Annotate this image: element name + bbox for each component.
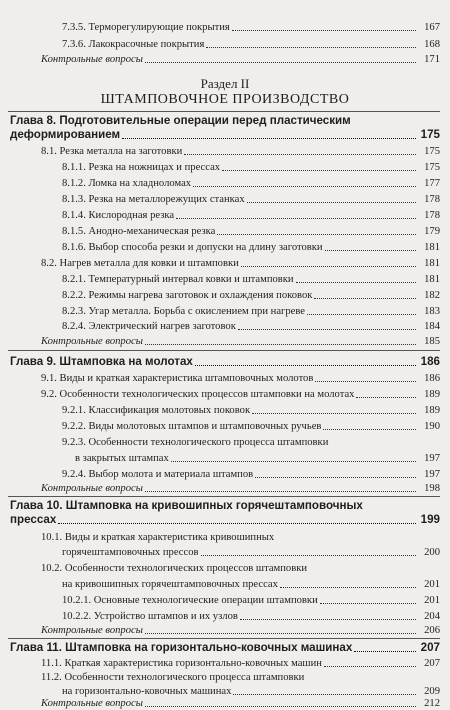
toc-entry-label: на кривошипных горячештамповочных прессах — [62, 579, 278, 590]
toc-entry-label: 11.1. Краткая характеристика горизонтально-ковочных машин — [41, 658, 322, 669]
chapter-10-page: 199 — [420, 513, 440, 526]
toc-entry-page: 204 — [424, 611, 440, 622]
toc-entry-page: 197 — [424, 453, 440, 464]
toc-entry-label: 8.2.2. Режимы нагрева заготовок и охлаждения поковок — [62, 290, 313, 301]
toc-entry-questions[interactable] — [41, 697, 440, 710]
toc-entry[interactable] — [75, 452, 440, 465]
toc-entry-page: 181 — [424, 274, 440, 285]
toc-entry-label: 9.2.2. Виды молотовых штампов и штамповочных ручьев — [62, 421, 322, 432]
toc-entry-label: Контрольные вопросы — [41, 336, 143, 347]
toc-entry[interactable] — [62, 289, 440, 302]
toc-entry-page: 198 — [424, 483, 440, 494]
toc-entry-label: 8.2.4. Электрический нагрев заготовок — [62, 321, 236, 332]
toc-entry[interactable] — [62, 305, 440, 318]
toc-entry[interactable] — [62, 21, 440, 34]
toc-entry-label-line1[interactable]: 10.1. Виды и краткая характеристика кривошипных — [41, 532, 275, 543]
toc-entry[interactable] — [62, 209, 440, 222]
toc-entry-label: 8.1.5. Анодно-механическая резка — [62, 226, 216, 237]
chapter-8-title[interactable] — [10, 128, 440, 142]
toc-entry-page: 186 — [424, 373, 440, 384]
divider — [8, 111, 440, 112]
toc-entry-label: 8.1.6. Выбор способа резки и допуски на длину заготовки — [62, 242, 323, 253]
toc-entry[interactable] — [62, 161, 440, 174]
toc-entry-questions[interactable] — [41, 482, 440, 495]
toc-entry-page: 182 — [424, 290, 440, 301]
toc-entry[interactable] — [41, 372, 440, 385]
toc-entry-label: 10.2.2. Устройство штампов и их узлов — [62, 611, 238, 622]
toc-entry[interactable] — [62, 594, 440, 607]
chapter-11-page: 207 — [420, 641, 440, 654]
chapter-9-title-label: Глава 9. Штамповка на молотах — [10, 355, 193, 368]
toc-entry-label: 8.2.3. Угар металла. Борьба с окислением при нагреве — [62, 306, 306, 317]
toc-entry-page: 168 — [424, 39, 440, 50]
toc-entry-page: 175 — [424, 162, 440, 173]
toc-entry[interactable] — [62, 273, 440, 286]
toc-entry-label: 8.2. Нагрев металла для ковки и штамповки — [41, 258, 239, 269]
toc-entry-page: 181 — [424, 242, 440, 253]
toc-entry[interactable] — [62, 420, 440, 433]
toc-entry-label: на горизонтально-ковочных машинах — [62, 686, 232, 697]
chapter-8-title-line2: деформированием — [10, 128, 121, 141]
toc-entry-page: 207 — [424, 658, 440, 669]
toc-entry-label: 9.2. Особенности технологических процессов штамповки на молотах — [41, 389, 355, 400]
toc-entry[interactable] — [62, 610, 440, 623]
toc-entry-page: 185 — [424, 336, 440, 347]
toc-entry-page: 190 — [424, 421, 440, 432]
toc-entry-label: 9.2.4. Выбор молота и материала штампов — [62, 469, 254, 480]
toc-entry[interactable] — [62, 241, 440, 254]
toc-entry-label: 7.3.5. Терморегулирующие покрытия — [62, 22, 230, 33]
toc-entry[interactable] — [62, 38, 440, 51]
toc-entry-page: 181 — [424, 258, 440, 269]
toc-entry[interactable] — [41, 257, 440, 270]
toc-entry-page: 212 — [424, 698, 440, 709]
toc-entry-page: 189 — [424, 405, 440, 416]
toc-entry-page: 200 — [424, 547, 440, 558]
toc-entry[interactable] — [62, 468, 440, 481]
toc-entry-page: 178 — [424, 210, 440, 221]
toc-entry-page: 206 — [424, 625, 440, 636]
chapter-8-title-line1[interactable]: Глава 8. Подготовительные операции перед пластическим — [10, 114, 351, 127]
section-label: Раздел II — [200, 76, 250, 91]
toc-entry-questions[interactable] — [41, 53, 440, 66]
toc-entry-label: 8.1.1. Резка на ножницах и прессах — [62, 162, 221, 173]
toc-entry-page: 201 — [424, 595, 440, 606]
toc-entry-questions[interactable] — [41, 624, 440, 637]
chapter-10-title[interactable] — [10, 513, 440, 527]
toc-entry[interactable] — [62, 404, 440, 417]
chapter-9-page: 186 — [420, 355, 440, 368]
toc-entry[interactable] — [62, 320, 440, 333]
toc-entry-label: 8.2.1. Температурный интервал ковки и штамповки — [62, 274, 294, 285]
chapter-11-title[interactable] — [10, 641, 440, 655]
toc-entry[interactable] — [41, 145, 440, 158]
toc-entry-label: Контрольные вопросы — [41, 625, 143, 636]
toc-entry-label: 10.2.1. Основные технологические операции штамповки — [62, 595, 318, 606]
toc-entry-label: 8.1. Резка металла на заготовки — [41, 146, 183, 157]
toc-entry-label: Контрольные вопросы — [41, 698, 143, 709]
toc-entry-page: 201 — [424, 579, 440, 590]
toc-entry-page: 183 — [424, 306, 440, 317]
toc-entry[interactable] — [62, 546, 440, 559]
section-title: ШТАМПОВОЧНОЕ ПРОИЗВОДСТВО — [100, 92, 350, 107]
toc-entry-label: 8.1.3. Резка на металлорежущих станках — [62, 194, 245, 205]
toc-entry[interactable] — [41, 388, 440, 401]
toc-entry[interactable] — [62, 193, 440, 206]
toc-entry-label: Контрольные вопросы — [41, 54, 143, 65]
toc-entry-questions[interactable] — [41, 335, 440, 348]
toc-entry-page: 197 — [424, 469, 440, 480]
toc-entry-page: 167 — [424, 22, 440, 33]
toc-entry-page: 178 — [424, 194, 440, 205]
toc-entry-page: 177 — [424, 178, 440, 189]
toc-entry[interactable] — [62, 578, 440, 591]
toc-entry-label: Контрольные вопросы — [41, 483, 143, 494]
chapter-10-title-line2: прессах — [10, 513, 57, 526]
toc-entry[interactable] — [62, 225, 440, 238]
chapter-9-title[interactable] — [10, 355, 440, 369]
toc-entry-page: 175 — [424, 146, 440, 157]
chapter-10-title-line1[interactable]: Глава 10. Штамповка на кривошипных горячештамповочных — [10, 499, 363, 512]
toc-entry-label-line1[interactable]: 11.2. Особенности технологического процесса штамповки — [41, 672, 305, 683]
divider — [8, 638, 440, 639]
toc-entry[interactable] — [41, 657, 440, 670]
toc-entry-page: 171 — [424, 54, 440, 65]
toc-entry-page: 189 — [424, 389, 440, 400]
chapter-11-title-label: Глава 11. Штамповка на горизонтально-ковочных машинах — [10, 641, 353, 654]
toc-entry-label: 9.2.1. Классификация молотовых поковок — [62, 405, 251, 416]
divider — [8, 350, 440, 351]
toc-entry-label: 9.1. Виды и краткая характеристика штамповочных молотов — [41, 373, 314, 384]
toc-entry-label: 8.1.4. Кислородная резка — [62, 210, 175, 221]
toc-entry-label-line1[interactable]: 9.2.3. Особенности технологического процесса штамповки — [62, 437, 329, 448]
toc-entry-label: 8.1.2. Ломка на хладноломах — [62, 178, 192, 189]
toc-entry-label: горячештамповочных прессов — [62, 547, 199, 558]
chapter-8-page: 175 — [420, 128, 440, 141]
toc-entry-label-line1[interactable]: 10.2. Особенности технологических процессов штамповки — [41, 563, 308, 574]
toc-entry-label: в закрытых штампах — [75, 453, 169, 464]
toc-entry-page: 184 — [424, 321, 440, 332]
toc-entry[interactable] — [62, 177, 440, 190]
toc-entry-label: 7.3.6. Лакокрасочные покрытия — [62, 39, 205, 50]
toc-entry-page: 179 — [424, 226, 440, 237]
toc-entry-page: 209 — [424, 686, 440, 697]
divider — [8, 496, 440, 497]
